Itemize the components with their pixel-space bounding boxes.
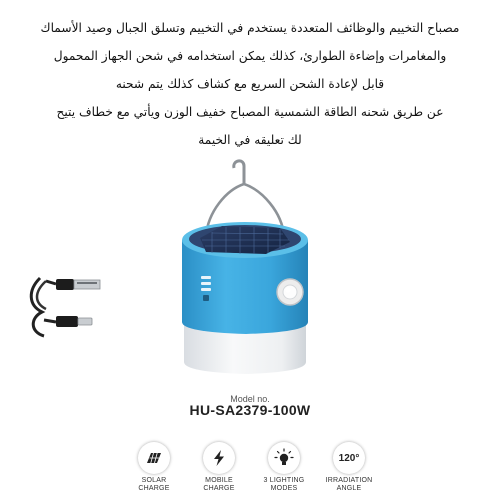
- description-line: عن طريق شحنه الطاقة الشمسية المصباح خفيف الوزن ويأتي مع خطاف يتيح: [56, 105, 444, 119]
- feature-lighting-modes: [255, 442, 313, 493]
- angle-text: 120°: [338, 452, 360, 464]
- irradiation-angle-icon: [333, 442, 365, 474]
- model-number: HU-SA2379-100W: [189, 402, 311, 418]
- model-label: Model no.: [230, 394, 270, 404]
- feature-label: MOBILE: [205, 477, 233, 484]
- flashlight-lens: [277, 279, 303, 305]
- solar-panel-icon: [138, 442, 170, 474]
- description-line: قابل لإعادة الشحن السريع مع كشاف كذلك يتم شحنه: [115, 77, 385, 91]
- feature-icons-row: [125, 442, 385, 500]
- feature-mobile-charge: [190, 442, 248, 493]
- feature-label: CHARGE: [203, 485, 235, 492]
- light-bulb-icon: [268, 442, 300, 474]
- feature-solar-charge: [125, 442, 183, 493]
- feature-label: ANGLE: [336, 485, 362, 492]
- feature-label: MODES: [270, 485, 298, 492]
- usb-cable-image: [31, 278, 100, 336]
- description-line: لك تعليقه في الخيمة: [198, 133, 302, 147]
- feature-irradiation-angle: [320, 442, 378, 493]
- product-description: [20, 14, 480, 154]
- feature-label: 3 LIGHTING: [263, 477, 305, 484]
- description-line: والمغامرات وإضاءة الطوارئ، كذلك يمكن استخدامه في شحن الجهاز المحمول: [53, 49, 447, 63]
- lightning-bolt-icon: [203, 442, 235, 474]
- feature-label: SOLAR: [141, 477, 167, 484]
- feature-label: IRRADIATION: [325, 477, 373, 484]
- feature-label: CHARGE: [138, 485, 170, 492]
- description-line: مصباح التخييم والوظائف المتعددة يستخدم في التخييم وتسلق الجبال وصيد الأسماك: [40, 21, 460, 35]
- product-image: [0, 150, 500, 400]
